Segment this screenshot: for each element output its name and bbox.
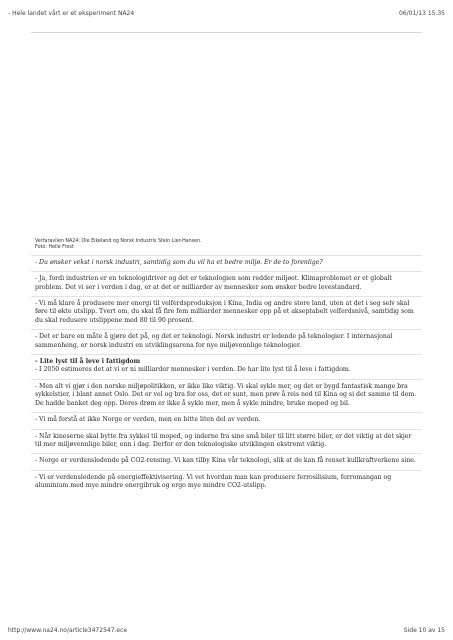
- paragraph-text: - Vi må klare å produsere mer energi til velferdsproduksjon i Kina, India og andre store land, uten at det i seg selv skal føre til økte utslipp. Tvert om, du skal få fire fem milliarder mennesker opp på et akseptabelt velferdsnivå, samtidig som du skal redusere utslippene med 80 til 90 prosent.: [35, 300, 414, 324]
- paragraph-text: - Norge er verdensledende på CO2-rensing. Vi kan tilby Kina vår teknologi, slik at de kan få renset kullkraftverkene sine.: [35, 457, 416, 465]
- photo-placeholder: [31, 33, 422, 239]
- paragraph-block: [31, 412, 422, 428]
- print-header: [8, 10, 445, 17]
- paragraph-block: [31, 453, 422, 469]
- subheading: - Lite lyst til å leve i fattigdom: [35, 358, 141, 366]
- paragraph-block: [31, 429, 422, 454]
- paragraph-text: - Vi er verdensledende på energieffektivisering. Vi vet hvordan man kan produsere ferrosilisium, ferromangan og aluminium med mye mindre energibruk og ergo mye mindre CO2-utslipp.: [35, 473, 392, 490]
- paragraph-block: [31, 379, 422, 412]
- paragraph-block: [31, 354, 422, 379]
- paragraph-text: - Det er bare en måte å gjøre det på, og det er teknologi. Norsk industri er ledende på teknologier. I internasjonal sammenheng, er norsk industri en utviklingsarena for nye miljøvennlige teknologier.: [35, 333, 393, 349]
- paragraph-text: - I 2050 estimeres det at vi er ni milliarder mennesker i verden. De har lite lyst til å leve i fattigdom.: [35, 366, 351, 374]
- header-title: - Hele landet vårt er et eksperiment NA24: [8, 10, 135, 17]
- print-footer: [8, 627, 445, 634]
- caption-line-2: Foto: Helle Frost: [35, 245, 74, 251]
- article-body: [31, 32, 422, 623]
- footer-url: http://www.na24.no/article3472547.ece: [8, 627, 128, 634]
- photo-caption: [35, 239, 422, 252]
- paragraph-text: - Når kineserne skal bytte fra sykkel til moped, og inderne fra sine små biler til litt større biler, er det viktig at det skjer til mer miljøvennlige biler, enn i dag. Derfor er den teknologiske utviklingen ekstremt viktig.: [35, 432, 412, 448]
- paragraph-text: - Ja, fordi industrien er en teknologidriver og det er teknologien som redder miljøet. Klimaproblemet er et globalt problem. Det vi ser i verden i dag, er at det er milliarder av mennesker som ønsker bedre levestandard.: [35, 275, 393, 291]
- question-text: - Du ønsker vekst i norsk industri, samtidig som du vil ha et bedre miljø. Er de to forenlige?: [35, 258, 323, 266]
- article-paragraphs: [31, 255, 422, 495]
- paragraph-text: - Vi må forstå at ikke Norge er verden, men en bitte liten del av verden.: [35, 416, 261, 424]
- paragraph-text: - Men alt vi gjør i den norske miljøpolitikken, er ikke like viktig. Vi skal sykle mer, og det er bygd fantastisk mange bra sykkelstier, i blant annet Oslo. Det er vel og bra for oss, det er sunt, men prøv å reis ned til Kina og si det samme til dem. De hadde banket deg opp. Deres drøm er ikke å sykle mer, men å sykle mindre, bruke moped og bil.: [35, 382, 417, 407]
- header-datetime: 06/01/13 15.35: [398, 10, 445, 17]
- paragraph-block: [31, 271, 422, 296]
- paragraph-block: [31, 296, 422, 329]
- caption-line-1: Verfaravlien NA24: Ole Eikeland og Norsk Industris Stein Lier-Hansen.: [35, 239, 202, 244]
- paragraph-block: [31, 255, 422, 271]
- paragraph-block: [31, 470, 422, 495]
- paragraph-block: [31, 329, 422, 354]
- footer-page-number: Side 10 av 15: [403, 627, 445, 634]
